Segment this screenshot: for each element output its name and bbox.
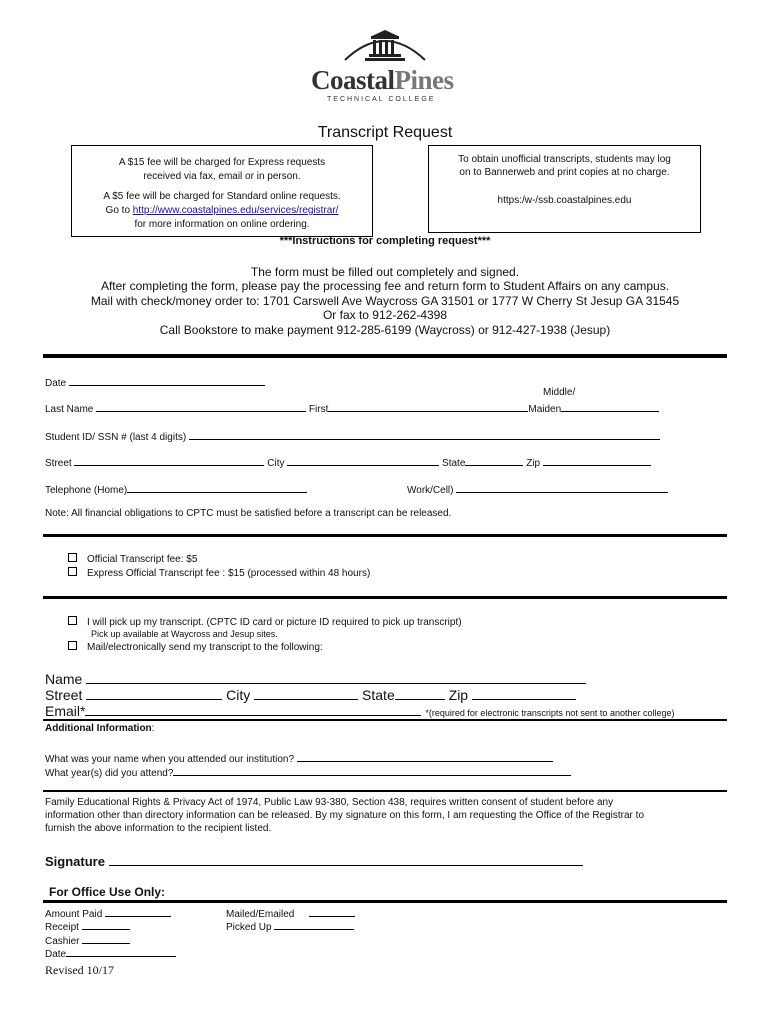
section-divider: [43, 719, 727, 721]
state-input[interactable]: [465, 454, 523, 466]
recipient-state-input[interactable]: [395, 686, 445, 700]
registrar-link-prefix: Go to: [105, 205, 133, 216]
fee-info-box: [71, 145, 373, 237]
express-fee-option[interactable]: [68, 567, 370, 580]
recipient-name-label: Name: [45, 671, 83, 687]
street-input[interactable]: [74, 454, 264, 466]
section-divider: [43, 900, 727, 903]
unofficial-transcript-box: [428, 145, 701, 233]
work-phone-input[interactable]: [456, 481, 668, 493]
mail-checkbox[interactable]: [68, 641, 77, 650]
middle-label: Maiden: [528, 404, 562, 415]
receipt-input[interactable]: [82, 918, 130, 930]
name-row: [45, 400, 659, 416]
receipt-label: Receipt: [45, 922, 79, 933]
years-attended-input[interactable]: [173, 764, 571, 776]
office-date-input[interactable]: [66, 945, 176, 957]
date-input[interactable]: [69, 374, 265, 386]
official-fee-checkbox[interactable]: [68, 553, 77, 562]
student-id-row: [45, 428, 660, 444]
page-title: Transcript Request: [317, 124, 453, 141]
mailed-label: Mailed/Emailed: [226, 909, 295, 920]
instructions-line5: Call Bookstore to make payment 912-285-6199 (Waycross) or 912-427-1938 (Jesup): [159, 323, 611, 337]
student-id-label: Student ID/ SSN # (last 4 digits): [45, 432, 187, 443]
last-name-input[interactable]: [96, 400, 306, 412]
registrar-link[interactable]: http://www.coastalpines.edu/services/registrar/: [132, 205, 339, 216]
recipient-state-label: State: [362, 687, 395, 703]
cashier-label: Cashier: [45, 936, 80, 947]
signature-label: Signature: [45, 854, 105, 869]
section-divider: [43, 354, 727, 358]
fee-standard-line: A $5 fee will be charged for Standard online requests.: [103, 191, 341, 202]
recipient-address-row: [45, 686, 576, 703]
recipient-email-label: Email*: [45, 703, 86, 719]
instructions-line1: The form must be filled out completely and signed.: [250, 265, 520, 279]
section-divider: [43, 534, 727, 537]
zip-label: Zip: [526, 458, 541, 469]
signature-input[interactable]: [109, 852, 583, 866]
first-name-label: First: [308, 404, 329, 415]
picked-up-row: [226, 918, 354, 934]
express-fee-checkbox[interactable]: [68, 567, 77, 576]
city-label: City: [267, 458, 285, 469]
instructions-line4: Or fax to 912-262-4398: [322, 308, 448, 322]
office-date-row: [45, 945, 176, 961]
phone-row: [45, 481, 307, 497]
date-row: [45, 374, 265, 390]
office-date-label: Date: [45, 949, 67, 960]
online-ordering-line: for more information on online ordering.: [134, 219, 310, 230]
section-divider: [43, 596, 727, 599]
office-use-heading: For Office Use Only:: [49, 885, 166, 899]
city-input[interactable]: [287, 454, 439, 466]
pickup-option[interactable]: [68, 616, 462, 629]
section-divider: [43, 790, 727, 792]
additional-info-colon: :: [151, 723, 155, 734]
ferpa-line2: information other than directory information can be released. By my signature on this form, I am requesting the Office of the Registrar to: [45, 810, 644, 821]
pillars-icon: [305, 28, 465, 68]
financial-note: Note: All financial obligations to CPTC must be satisfied before a transcript can be released.: [45, 508, 452, 519]
middle-label-top: Middle/: [543, 387, 576, 398]
former-name-label: What was your name when you attended our institution?: [45, 754, 295, 765]
amount-paid-label: Amount Paid: [45, 909, 103, 920]
ferpa-line1: Family Educational Rights & Privacy Act of 1974, Public Law 93-380, Section 438, requires written consent of student before any: [45, 797, 614, 808]
mail-option[interactable]: [68, 641, 323, 654]
college-logo: [305, 28, 465, 108]
first-name-input[interactable]: [328, 400, 528, 412]
former-name-input[interactable]: [297, 750, 553, 762]
recipient-name-row: [45, 670, 586, 687]
instructions-line2: After completing the form, please pay the processing fee and return form to Student Affairs on any campus.: [100, 279, 670, 293]
recipient-email-row: [45, 702, 675, 719]
amount-paid-input[interactable]: [105, 905, 171, 917]
unofficial-line1: To obtain unofficial transcripts, students may log: [458, 154, 671, 165]
pickup-note: Pick up available at Waycross and Jesup sites.: [91, 629, 278, 639]
logo-subtitle: TECHNICAL COLLEGE: [327, 96, 436, 103]
years-attended-label: What year(s) did you attend?: [45, 768, 174, 779]
instructions-heading: ***Instructions for completing request***: [279, 235, 491, 247]
registrar-link-line: [72, 205, 372, 217]
street-label: Street: [45, 458, 72, 469]
recipient-city-input[interactable]: [254, 686, 358, 700]
last-name-label: Last Name: [45, 404, 94, 415]
fee-express-line2: received via fax, email or in person.: [143, 171, 301, 182]
mail-label: Mail/electronically send my transcript to the following:: [87, 642, 323, 653]
home-phone-input[interactable]: [127, 481, 307, 493]
recipient-city-label: City: [226, 687, 251, 703]
years-attended-row: [45, 764, 571, 780]
additional-info-heading: [45, 723, 154, 735]
recipient-street-label: Street: [45, 687, 83, 703]
picked-up-input[interactable]: [274, 918, 354, 930]
official-fee-option[interactable]: [68, 553, 197, 566]
official-fee-label: Official Transcript fee: $5: [87, 554, 198, 565]
recipient-zip-label: Zip: [448, 687, 469, 703]
work-phone-label: Work/Cell): [407, 485, 454, 496]
state-label: State: [442, 458, 466, 469]
recipient-zip-input[interactable]: [472, 686, 576, 700]
email-required-note: *(required for electronic transcripts not sent to another college): [425, 708, 675, 718]
logo-name-coastal: Coastal: [311, 65, 395, 95]
student-id-input[interactable]: [189, 428, 660, 440]
middle-name-input[interactable]: [561, 400, 659, 412]
recipient-email-input[interactable]: [85, 702, 421, 716]
bannerweb-url: https:/w-/ssb.coastalpines.edu: [497, 195, 632, 206]
logo-name-pines: Pines: [394, 65, 454, 95]
signature-row: [45, 852, 583, 869]
additional-info-title: Additional Information: [45, 723, 152, 734]
unofficial-line2: on to Bannerweb and print copies at no charge.: [459, 167, 670, 178]
mailed-input[interactable]: [309, 905, 355, 917]
pickup-label: I will pick up my transcript. (CPTC ID card or picture ID required to pick up transcript): [87, 617, 462, 628]
fee-express-line1: A $15 fee will be charged for Express requests: [118, 157, 326, 168]
instructions-line3: Mail with check/money order to: 1701 Carswell Ave Waycross GA 31501 or 1777 W Cherry St Jesup GA 31545: [90, 294, 680, 308]
recipient-name-input[interactable]: [86, 670, 586, 684]
work-phone-row: [407, 481, 668, 497]
date-label: Date: [45, 378, 67, 389]
revision-note: Revised 10/17: [45, 963, 114, 977]
recipient-street-input[interactable]: [86, 686, 222, 700]
picked-up-label: Picked Up: [226, 922, 272, 933]
home-phone-label: Telephone (Home): [45, 485, 128, 496]
express-fee-label: Express Official Transcript fee : $15 (processed within 48 hours): [87, 568, 371, 579]
ferpa-line3: furnish the above information to the recipient listed.: [45, 823, 272, 834]
cashier-input[interactable]: [82, 932, 130, 944]
pickup-checkbox[interactable]: [68, 616, 77, 625]
zip-input[interactable]: [543, 454, 651, 466]
address-row: [45, 454, 651, 470]
